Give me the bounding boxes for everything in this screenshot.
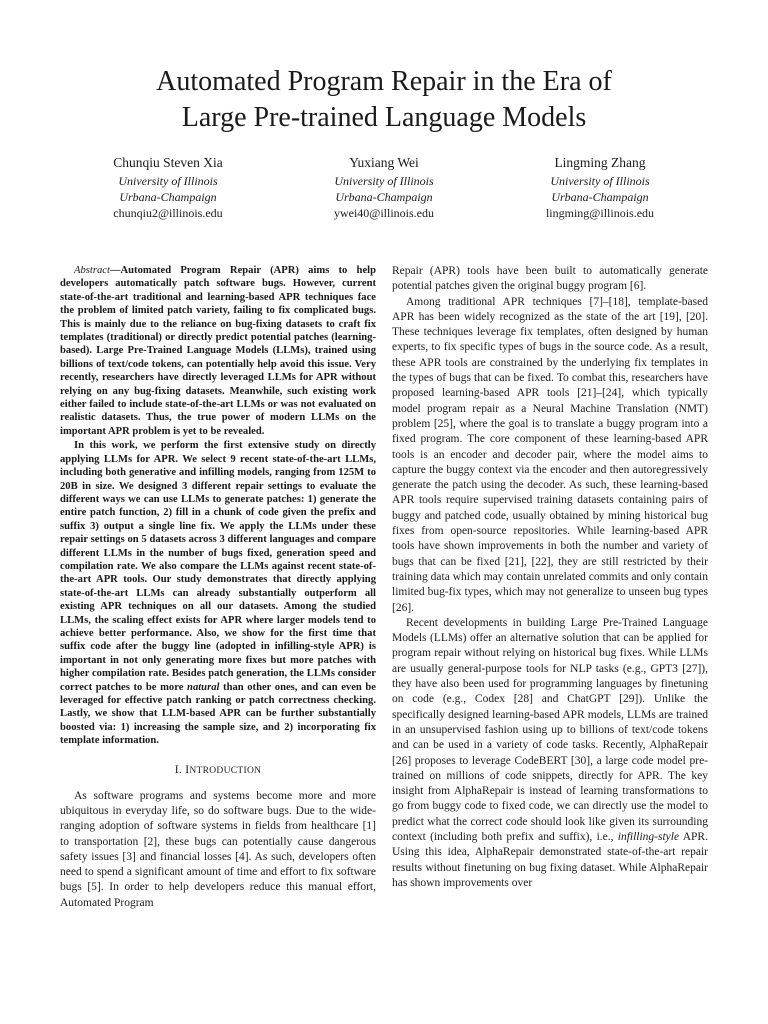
author-name: Chunqiu Steven Xia: [113, 155, 223, 170]
abstract-dash: —: [109, 265, 121, 276]
section-title-rest: NTRODUCTION: [189, 765, 262, 776]
intro-text-3a: Recent developments in building Large Pre-Trained Language Models (LLMs) offer an alternative solution that can be applied for program repair without relying on historical bug fixes. While LLMs are usually general-purpose tools for NLP tasks (e.g., GPT3 [27]), they have also been used for programming languages by finetuning on code (e.g., Codex [28] and ChatGPT [29]). Unlike the specifically designed learning-based APR models, LLMs are trained in an unsupervised fashion using up to billions of text/code tokens and can be used in a variety of code tasks. Recently, AlphaRepair [26] proposes to leverage CodeBERT [30], a large code model pre-trained on millions of code snippets, directly for APR. The key insight from AlphaRepair is instead of learning transformations to go from buggy code to fixed code, we can directly use the model to predict what the correct code should look like given its surrounding context (including both prefix and suffix), i.e.,: [392, 616, 708, 843]
section-number: I.: [174, 763, 183, 776]
abstract-paragraph-2: [60, 439, 376, 747]
author-affiliation: University of Illinois: [550, 174, 650, 188]
title-line-1: Automated Program Repair in the Era of: [156, 66, 612, 97]
author-affiliation: Urbana-Champaign: [335, 190, 433, 204]
intro-paragraph-3: [392, 616, 708, 891]
intro-paragraph-1-continued: Repair (APR) tools have been built to automatically generate potential patches given the original buggy program [6].: [392, 265, 708, 293]
intro-paragraph-1: As software programs and systems become more and more ubiquitous in everyday life, so do software bugs. Due to the wide-ranging adoption of software systems in fields from healthcare [1] to transportation [2], these bugs can potentially cause dangerous safety issues [3] and financial losses [4]. As such, developers often need to spend a significant amount of time and effort to fix software bugs [5]. In order to help developers reduce this manual effort, Automated Program: [60, 789, 376, 909]
author-affiliation: University of Illinois: [118, 174, 218, 188]
author-email: ywei40@illinois.edu: [333, 206, 435, 220]
right-column: [392, 264, 708, 891]
abstract-text-2a: In this work, we perform the first extensive study on directly applying LLMs for APR. We select 9 recent state-of-the-art LLMs, including both generative and infilling models, ranging from 125M to 20B in size. We designed 3 different repair settings to evaluate the different ways we can use LLMs to generate patches: 1) generate the entire patch function, 2) fill in a chunk of code given the prefix and suffix 3) output a single line fix. We apply the LLMs under these repair settings on 5 datasets across 3 different languages and compare different LLMs in the number of bugs fixed, generation speed and compilation rate. We also compare the LLMs against recent state-of-the-art APR tools. Our study demonstrates that directly applying state-of-the-art LLMs can already substantially outperform all existing APR techniques on all our datasets. Among the studied LLMs, the scaling effect exists for APR where larger models tend to achieve better performance. Also, we show for the first time that suffix code after the buggy line (adopted in infilling-style APR) is important in not only generating more fixes but more patches with higher compilation rate. Besides patch generation, the LLMs consider correct patches to be more: [60, 440, 376, 693]
author-name: Yuxiang Wei: [349, 155, 419, 170]
abstract-text-2b: than other ones, and can even be leveraged for effective patch ranking or patch correctness checking. Lastly, we show that LLM-based APR can be further substantially boosted via: 1) increasing the sample size, and 2) incorporating fix template information.: [60, 681, 376, 747]
paper-title: [0, 64, 768, 136]
author-affiliation: Urbana-Champaign: [119, 190, 217, 204]
intro-text-3b: APR. Using this idea, AlphaRepair demonstrated state-of-the-art repair results without finetuning on bug fixing dataset. While AlphaRepair has shown improvements over: [392, 830, 708, 889]
author-email: lingming@illinois.edu: [545, 206, 655, 220]
intro-emphasis: infilling-style: [617, 830, 680, 843]
abstract-label: Abstract: [74, 265, 110, 276]
author-block: [60, 153, 708, 221]
section-heading-introduction: [60, 763, 376, 779]
author-3: [492, 153, 708, 221]
section-title-first: I: [185, 763, 190, 776]
left-column: [60, 264, 376, 911]
intro-paragraph-2: Among traditional APR techniques [7]–[18], template-based APR has been widely recognized as the state of the art [19], [20]. These techniques leverage fix templates, often designed by human experts, to fix specific types of bugs in the source code. As a result, these APR tools are constrained by the underlying fix templates in the types of bugs that can be fixed. To combat this, researchers have proposed learning-based APR tools [21]–[24], which typically model program repair as a Neural Machine Translation (NMT) problem [25], where the goal is to translate a buggy program into a fixed program. The core component of these learning-based APR tools is an encoder and decoder pair, where the model aims to capture the buggy context via the encoder and then autoregressively generate the patch using the decoder. As such, these learning-based APR tools require supervised training datasets containing pairs of buggy and patched code, usually obtained by mining historical bug fixes from open-source repositories. While learning-based APR tools have shown improvements in both the number and variety of bugs that can be fixed [21], [22], they are still restricted by their training data which may contain unrelated commits and only contain limited bug-fix types, which may not generalize to unseen bug types [26].: [392, 295, 708, 614]
author-email: chunqiu2@illinois.edu: [113, 206, 223, 220]
title-line-2: Large Pre-trained Language Models: [181, 102, 587, 133]
author-1: [60, 153, 276, 221]
author-affiliation: Urbana-Champaign: [551, 190, 649, 204]
author-name: Lingming Zhang: [554, 155, 646, 170]
abstract-text-1: Automated Program Repair (APR) aims to help developers automatically patch software bugs. However, current state-of-the-art traditional and learning-based APR techniques face the problem of limited patch variety, failing to fix complicated bugs. This is mainly due to the reliance on bug-fixing datasets to craft fix templates (traditional) or directly predict potential patches (learning-based). Large Pre-Trained Language Models (LLMs), trained using billions of text/code tokens, can potentially help avoid this issue. Very recently, researchers have directly leveraged LLMs for APR without relying on any bug-fixing datasets. Meanwhile, such existing work either failed to include state-of-the-art LLMs or was not evaluated on realistic datasets. Thus, the true power of modern LLMs on the important APR problem is yet to be revealed.: [60, 265, 376, 437]
author-affiliation: University of Illinois: [334, 174, 434, 188]
abstract-paragraph-1: [60, 264, 376, 438]
author-2: [276, 153, 492, 221]
abstract-emphasis: natural: [187, 681, 220, 693]
